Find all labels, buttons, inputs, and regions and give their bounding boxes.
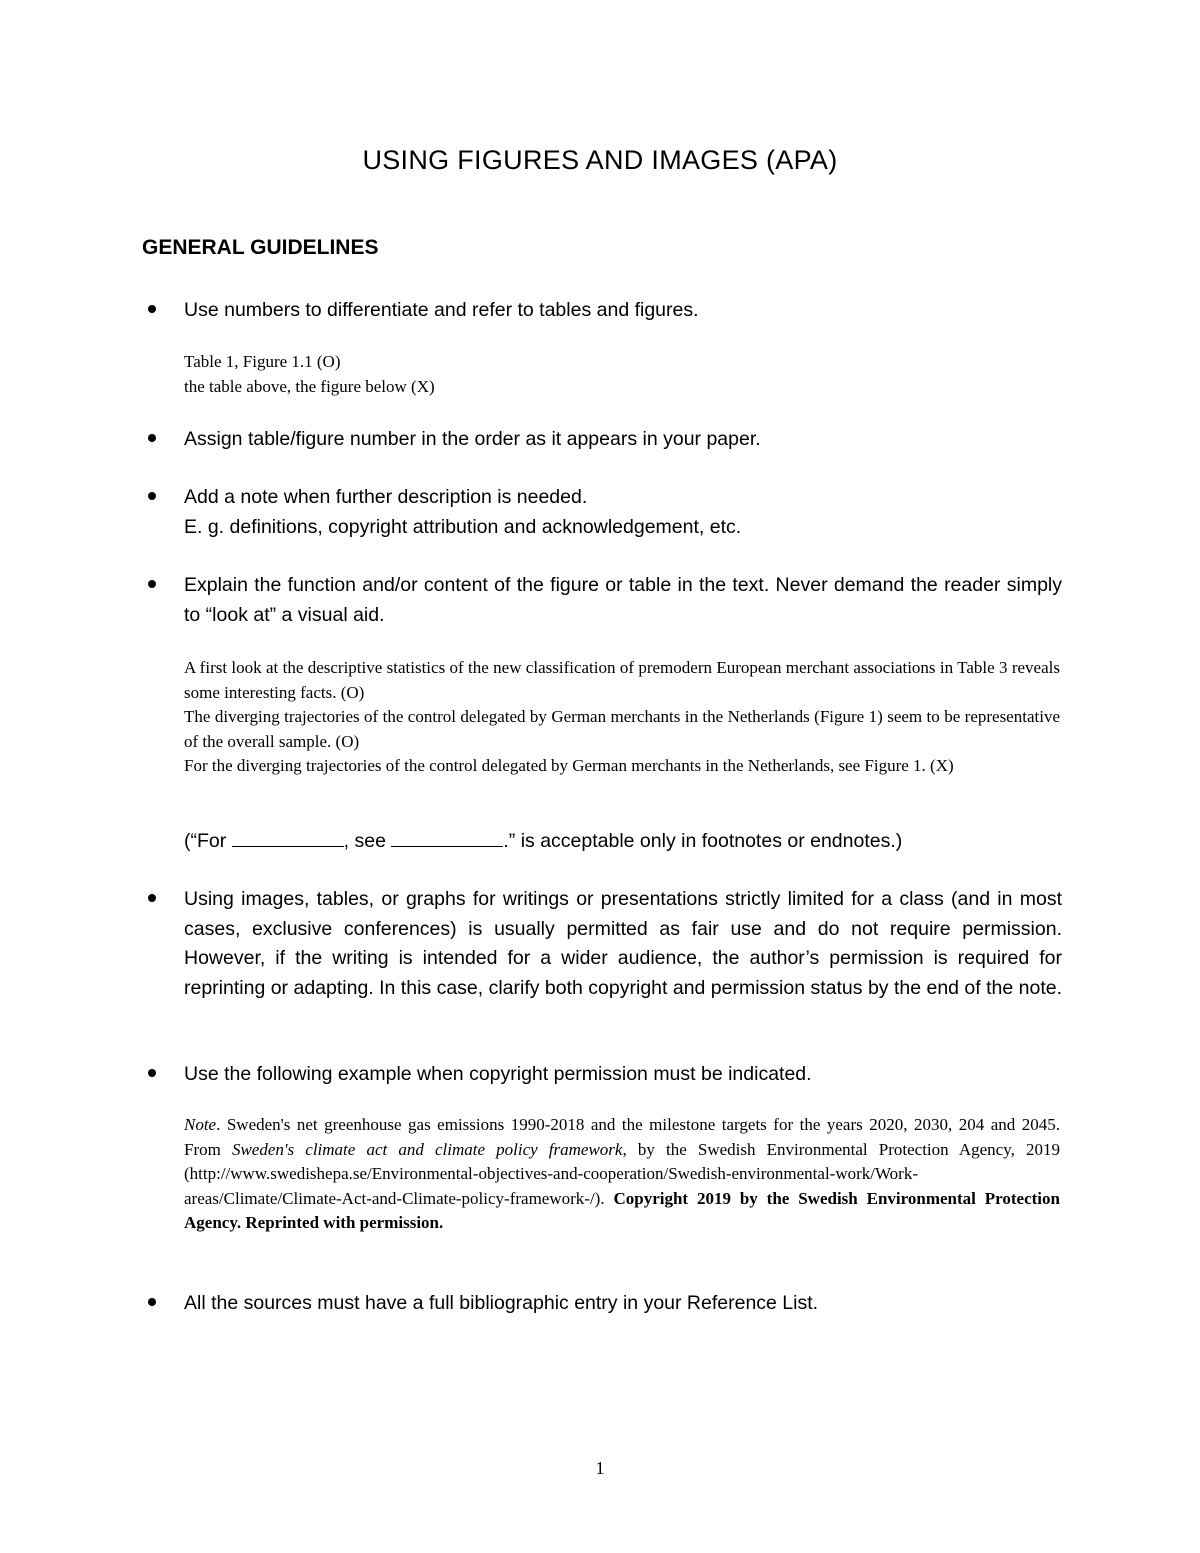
list-item <box>142 296 1062 326</box>
list-item <box>142 1060 1062 1090</box>
bullet-icon <box>148 434 156 442</box>
list-item-text: Use the following example when copyright permission must be indicated. <box>184 1063 812 1085</box>
list-item-text <box>184 483 1062 542</box>
list-item <box>142 885 1062 1003</box>
example-good: Table 1, Figure 1.1 (O) <box>184 352 341 371</box>
example-text-block <box>184 656 1060 779</box>
page-number: 1 <box>595 1458 605 1478</box>
list-item <box>142 571 1062 630</box>
list-item-text: Assign table/figure number in the order as it appears in your paper. <box>184 428 761 450</box>
section-heading: GENERAL GUIDELINES <box>142 236 379 259</box>
list-item <box>142 1289 1062 1319</box>
blank-line <box>232 828 344 847</box>
example-sentence: The diverging trajectories of the control delegated by German merchants in the Netherlands (Figure 1) seem to be representative of the overall sample. (O) <box>184 707 1060 751</box>
example-numbering <box>184 350 1060 399</box>
example-bad: the table above, the figure below (X) <box>184 376 435 396</box>
list-item-text: Explain the function and/or content of the figure or table in the text. Never demand the reader simply to “look at” a visual aid. <box>184 574 1062 626</box>
example-sentence: A first look at the descriptive statistics of the new classification of premodern European merchant associations in Table 3 reveals some interesting facts. (O) <box>184 658 1060 702</box>
list-item <box>142 483 1062 542</box>
footnote-rule: (“For , see .” is acceptable only in footnotes or endnotes.) <box>184 830 903 852</box>
list-item <box>142 425 1062 455</box>
list-item-line: Add a note when further description is needed. <box>184 486 588 508</box>
copyright-note: Note. Sweden's net greenhouse gas emissions 1990-2018 and the milestone targets for the years 2020, 2030, 204 and 2045. From Sweden's climate act and climate policy framework, by the Swedish Environmental Protection Agency, 2019 (http://www.swedishepa.se/Environmental-objectives-and-cooperation/Swedish-environmental-work/Work-areas/Climate/Climate-Act-and-Climate-policy-framework-/). Copyright 2019 by the Swedish Environmental Protection Agency. Reprinted with permission. <box>184 1115 1060 1232</box>
list-item-line: E. g. definitions, copyright attribution and acknowledgement, etc. <box>184 515 742 538</box>
source-title: Sweden's climate act and climate policy framework <box>231 1139 623 1159</box>
bullet-icon <box>148 492 156 500</box>
bullet-icon <box>148 894 156 902</box>
list-item-text: All the sources must have a full bibliographic entry in your Reference List. <box>184 1292 819 1314</box>
bullet-icon <box>148 580 156 588</box>
page-title: USING FIGURES AND IMAGES (APA) <box>362 145 838 175</box>
list-item-text: Use numbers to differentiate and refer to tables and figures. <box>184 299 699 321</box>
permission-statement: Copyright 2019 by the Swedish Environmental Protection Agency. Reprinted with permission. <box>184 1188 1060 1232</box>
blank-line <box>391 828 503 847</box>
list-item-text: Using images, tables, or graphs for writings or presentations strictly limited for a class (and in most cases, exclusive conferences) is usually permitted as fair use and do not require permission. However, if the writing is intended for a wider audience, the author’s permission is required for reprinting or adapting. In this case, clarify both copyright and permission status by the end of the note. <box>184 888 1063 999</box>
note-label: Note <box>184 1115 217 1134</box>
bullet-icon <box>148 1298 156 1306</box>
bullet-icon <box>148 1069 156 1077</box>
bullet-icon <box>148 305 156 313</box>
example-sentence: For the diverging trajectories of the control delegated by German merchants in the Netherlands, see Figure 1. (X) <box>184 756 954 775</box>
